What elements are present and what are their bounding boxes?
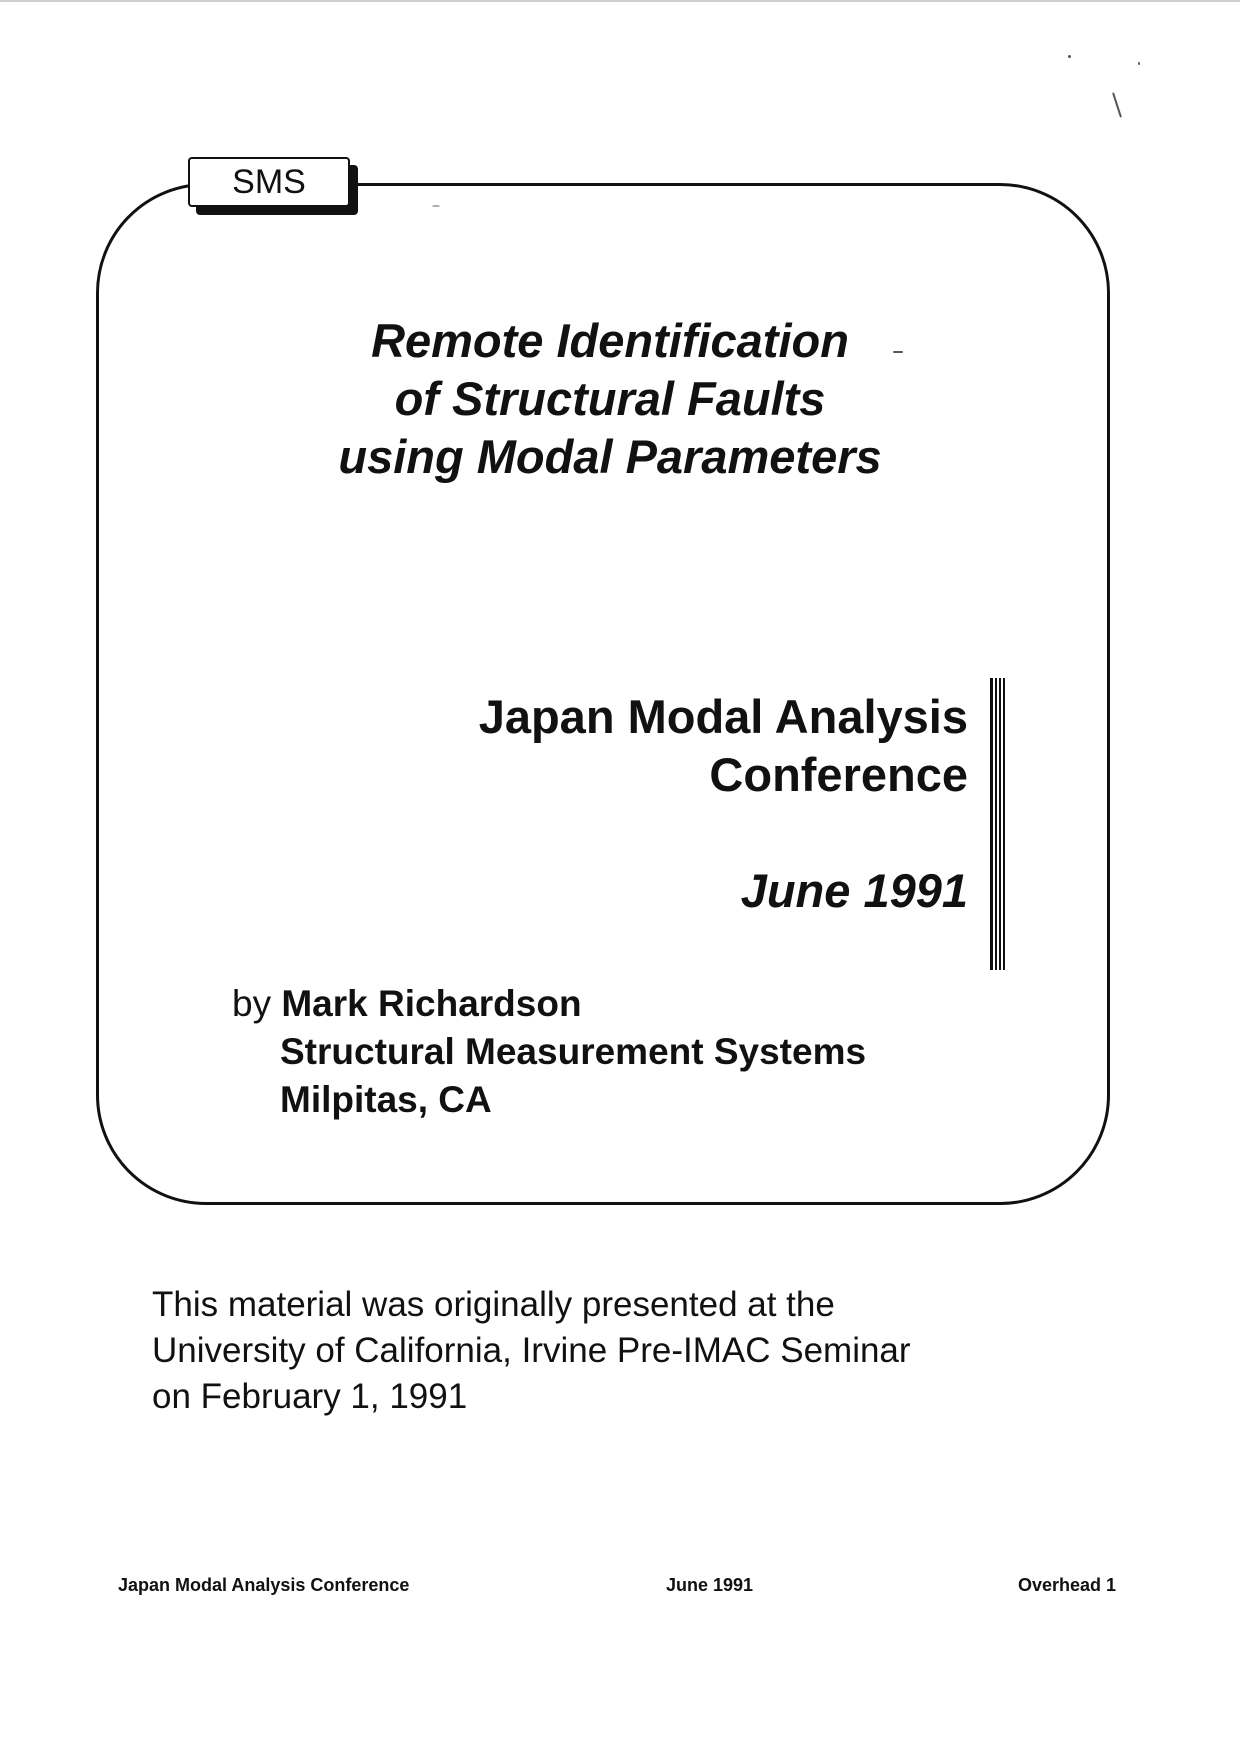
footer-conference: Japan Modal Analysis Conference [118,1575,410,1595]
conference-date: June 1991 [740,864,968,917]
top-rule [0,0,1240,2]
footer-date: June 1991 [666,1575,754,1595]
note-line-2: University of California, Irvine Pre-IMAC Seminar [152,1331,911,1370]
sms-tab-text: SMS [232,162,306,201]
vertical-bar-decoration [990,678,1005,970]
scan-speck [1112,92,1122,117]
conference-line-2: Conference [709,748,968,801]
presentation-note [152,1282,1052,1420]
conference-name [479,688,968,804]
footer-page-label: Overhead 1 [1017,1575,1116,1595]
author-by: by [232,983,272,1024]
title-line-2: of Structural Faults [394,372,826,425]
author-location: Milpitas, CA [280,1079,492,1120]
note-line-1: This material was originally presented at the [152,1285,835,1324]
note-line-3: on February 1, 1991 [152,1377,468,1416]
scan-speck [432,205,440,207]
author-block [232,980,866,1124]
sms-tab-label [188,157,350,207]
slide-title [220,312,1000,486]
scan-speck [893,351,903,353]
scan-speck [1138,62,1140,65]
title-line-1: Remote Identification [371,314,849,367]
scan-speck [1068,55,1071,58]
conference-line-1: Japan Modal Analysis [478,690,968,743]
title-line-3: using Modal Parameters [338,430,882,483]
author-organization: Structural Measurement Systems [280,1031,867,1072]
author-name: Mark Richardson [281,983,582,1024]
